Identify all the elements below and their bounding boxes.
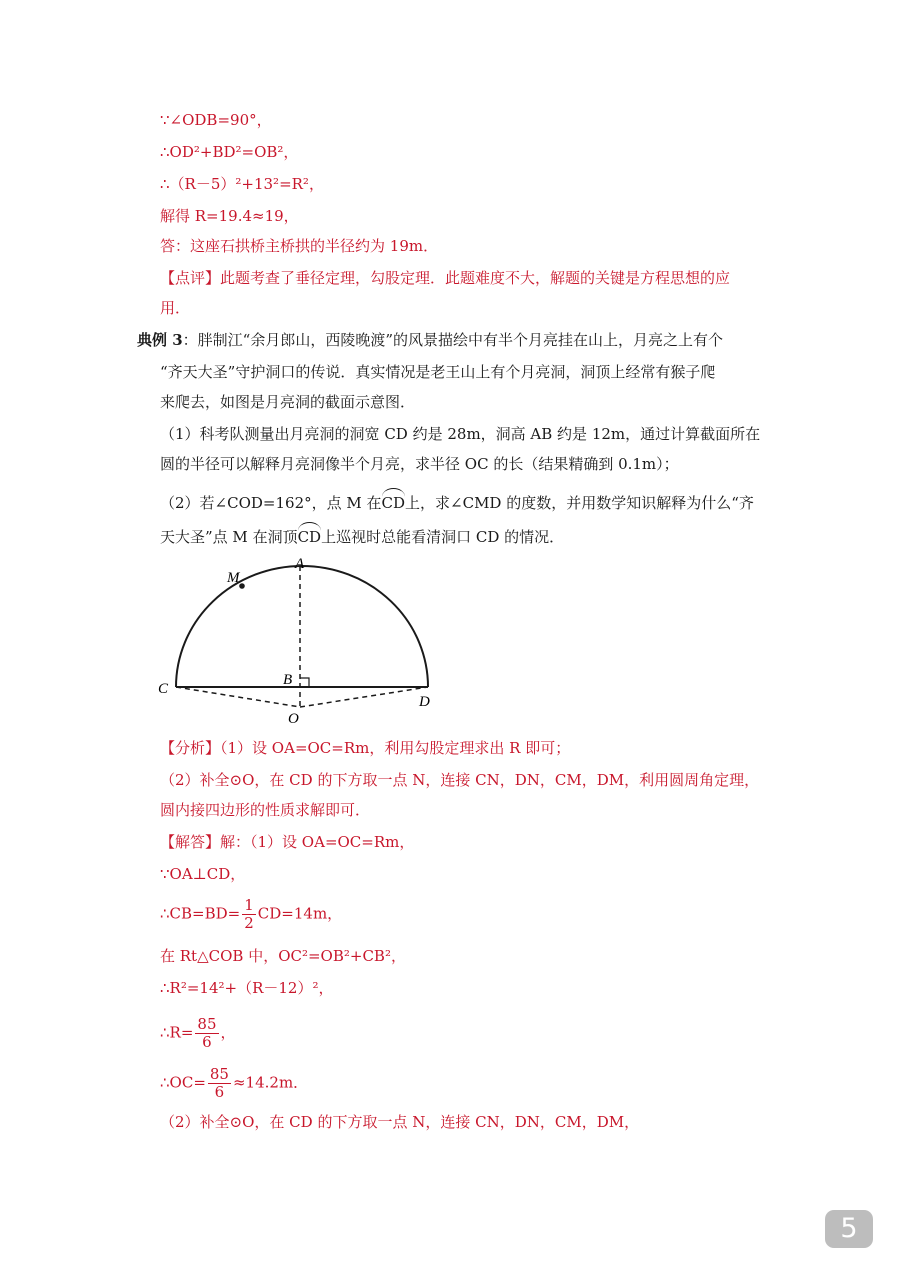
segment-co — [176, 687, 300, 707]
question-2-line-1 — [160, 490, 754, 513]
example-3-label: 典例 3 — [137, 331, 183, 349]
question-2-line-2 — [160, 524, 564, 547]
example-3-line-3: 来爬去，如图是月亮洞的截面示意图． — [160, 393, 416, 411]
analysis-line-1: 【分析】（1）设 OA=OC=Rm，利用勾股定理求出 R 即可； — [160, 739, 571, 757]
fraction-85-6-den: 6 — [202, 1033, 212, 1051]
label-m: M — [227, 570, 240, 586]
fraction-85-6 — [195, 1016, 218, 1051]
example-3-text: ：胖制江“余月郎山，西陵晚渡”的风景描绘中有半个月亮挂在山上，月亮之上有个 — [182, 331, 724, 349]
semicircle-arc — [176, 566, 428, 687]
question-1-line-1: （1）科考队测量出月亮洞的洞宽 CD 约是 28m，洞高 AB 约是 12m，通过计算截面所在 — [160, 425, 761, 443]
fraction-one-half-den: 2 — [244, 914, 254, 932]
solution-line-5: ∴R²=14²+（R－12）²， — [160, 979, 334, 997]
point-m — [239, 583, 245, 589]
line-angle-odb: ∵∠ODB=90°， — [160, 111, 272, 129]
analysis-line-2: （2）补全⊙O，在 CD 的下方取一点 N，连接 CN，DN，CM，DM，利用圆周角定理， — [160, 771, 760, 789]
moon-cave-diagram — [150, 552, 450, 732]
analysis-line-3: 圆内接四边形的性质求解即可． — [160, 801, 371, 819]
arc-cd-symbol: CD — [382, 490, 406, 513]
line-answer: 答：这座石拱桥主桥拱的半径约为 19m． — [160, 237, 439, 255]
fraction-one-half-num: 1 — [244, 896, 254, 914]
solution-line-3-a: ∴CB=BD= — [160, 904, 241, 923]
fraction-one-half — [242, 897, 256, 932]
line-comment: 【点评】此题考查了垂径定理，勾股定理．此题难度不大，解题的关键是方程思想的应 — [160, 269, 731, 287]
right-angle-mark — [300, 678, 309, 687]
question-2-text-b: 上，求∠CMD 的度数，并用数学知识解释为什么“齐 — [405, 494, 754, 512]
question-2-text-d: 上巡视时总能看清洞口 CD 的情况． — [321, 528, 565, 546]
label-a: A — [295, 556, 305, 572]
solution-line-3-b: CD=14m， — [257, 904, 343, 923]
label-o: O — [288, 711, 299, 727]
solution-line-7 — [160, 1066, 308, 1101]
example-3-line-2: “齐天大圣”守护洞口的传说．真实情况是老王山上有个月亮洞，洞顶上经常有猴子爬 — [160, 363, 716, 381]
example-3-intro — [137, 330, 723, 350]
arc-cd-symbol-2: CD — [298, 524, 322, 547]
solution-line-4: 在 Rt△COB 中，OC²=OB²+CB²， — [160, 947, 406, 965]
solution-line-7-a: ∴OC= — [160, 1073, 206, 1092]
label-d: D — [419, 694, 430, 710]
segment-od — [300, 687, 428, 707]
solution-line-1: 【解答】解：（1）设 OA=OC=Rm， — [160, 833, 415, 851]
solution-line-6 — [160, 1016, 236, 1051]
line-solve: 解得 R=19.4≈19， — [160, 207, 299, 225]
page-number-badge: 5 — [825, 1210, 873, 1248]
solution-line-6-b: ， — [220, 1023, 236, 1042]
solution-line-8: （2）补全⊙O，在 CD 的下方取一点 N，连接 CN，DN，CM，DM， — [160, 1113, 640, 1131]
solution-line-2: ∵OA⊥CD， — [160, 865, 246, 883]
question-2-text-a: （2）若∠COD=162°，点 M 在 — [160, 494, 382, 512]
fraction-85-6-num: 85 — [197, 1015, 217, 1033]
question-1-line-2: 圆的半径可以解释月亮洞像半个月亮，求半径 OC 的长（结果精确到 0.1m）； — [160, 455, 679, 473]
solution-line-3 — [160, 897, 342, 932]
fraction-85-6-b-num: 85 — [209, 1065, 229, 1083]
solution-line-6-a: ∴R= — [160, 1023, 194, 1042]
fraction-85-6-b — [208, 1066, 231, 1101]
line-pythagoras: ∴OD²+BD²=OB²， — [160, 143, 299, 161]
solution-line-7-b: ≈14.2m． — [232, 1073, 309, 1092]
label-c: C — [158, 681, 169, 697]
label-b: B — [283, 672, 293, 688]
line-equation: ∴（R－5）²+13²=R²， — [160, 175, 324, 193]
line-comment-cont: 用． — [160, 299, 191, 317]
fraction-85-6-b-den: 6 — [214, 1083, 225, 1101]
question-2-text-c: 天大圣”点 M 在洞顶 — [160, 528, 298, 546]
